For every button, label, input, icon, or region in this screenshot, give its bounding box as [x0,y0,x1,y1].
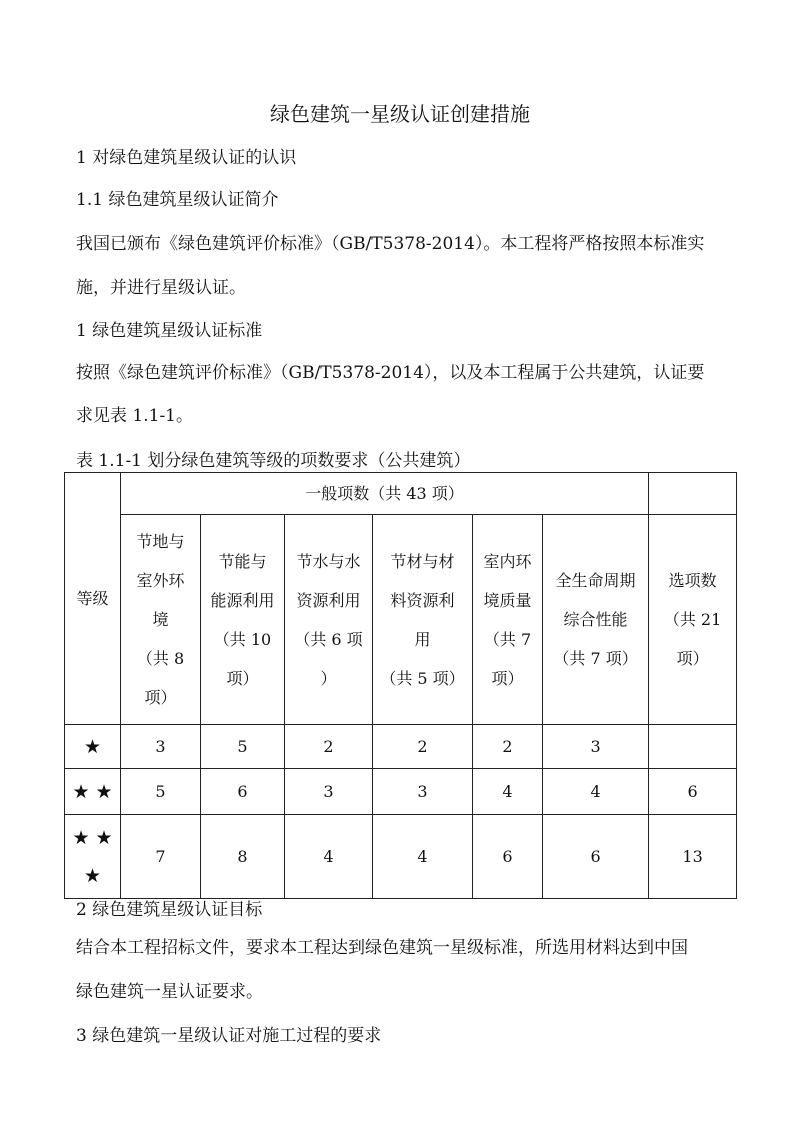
grade-three-star: ★ ★ ★ [65,815,121,899]
grade-one-star: ★ [65,725,121,769]
table-cell: 6 [473,815,543,899]
header-lifecycle: 全生命周期 综合性能 （共 7 项） [543,515,649,725]
table-caption: 表 1.1-1 划分绿色建筑等级的项数要求（公共建筑） [76,451,471,471]
table-cell: 4 [373,815,473,899]
header-energy: 节能与 能源利用 （共 10 项） [201,515,285,725]
table-cell: 2 [373,725,473,769]
table-cell: 5 [121,769,201,815]
table-row [65,769,737,815]
table-cell: 2 [473,725,543,769]
paragraph-target-line-1: 结合本工程招标文件，要求本工程达到绿色建筑一星级标准，所选用材料达到中国 [76,938,688,958]
paragraph-standard-line-1: 按照《绿色建筑评价标准》（GB/T5378-2014），以及本工程属于公共建筑，认证要 [76,363,705,383]
table-cell: 3 [543,725,649,769]
table-cell: 4 [543,769,649,815]
header-empty-cell [649,473,737,515]
grade-two-star: ★ ★ [65,769,121,815]
section-heading-1: 1 对绿色建筑星级认证的认识 [76,148,297,168]
header-grade: 等级 [65,473,121,725]
table-row [65,815,737,899]
paragraph-intro-line-2: 施，并进行星级认证。 [76,278,246,298]
header-materials: 节材与材 料资源利 用 （共 5 项） [373,515,473,725]
header-optional: 选项数 （共 21 项） [649,515,737,725]
table-row [65,725,737,769]
table-cell: 2 [285,725,373,769]
document-title: 绿色建筑一星级认证创建措施 [270,102,530,126]
header-land-use: 节地与 室外环 境 （共 8 项） [121,515,201,725]
paragraph-target-line-2: 绿色建筑一星认证要求。 [76,982,263,1002]
paragraph-intro-line-1: 我国已颁布《绿色建筑评价标准》（GB/T5378-2014）。本工程将严格按照本标准实 [76,234,705,254]
paragraph-standard-line-2: 求见表 1.1-1。 [76,406,193,426]
table-cell: 3 [121,725,201,769]
table-cell: 3 [285,769,373,815]
header-indoor: 室内环 境质量 （共 7 项） [473,515,543,725]
section-heading-2: 2 绿色建筑星级认证目标 [76,900,263,920]
grade-requirements-table [64,472,737,899]
table-cell: 5 [201,725,285,769]
header-general-items: 一般项数（共 43 项） [121,473,649,515]
header-water: 节水与水 资源利用 （共 6 项 ） [285,515,373,725]
section-heading-3: 3 绿色建筑一星级认证对施工过程的要求 [76,1026,382,1046]
table-cell: 7 [121,815,201,899]
section-heading-standard: 1 绿色建筑星级认证标准 [76,321,263,341]
table-cell: 3 [373,769,473,815]
table-cell: 6 [649,769,737,815]
table-cell: 6 [201,769,285,815]
table-cell: 4 [473,769,543,815]
table-cell: 4 [285,815,373,899]
table-cell: 6 [543,815,649,899]
section-heading-1-1: 1.1 绿色建筑星级认证简介 [76,190,279,210]
table-cell: 8 [201,815,285,899]
table-cell [649,725,737,769]
table-cell: 13 [649,815,737,899]
